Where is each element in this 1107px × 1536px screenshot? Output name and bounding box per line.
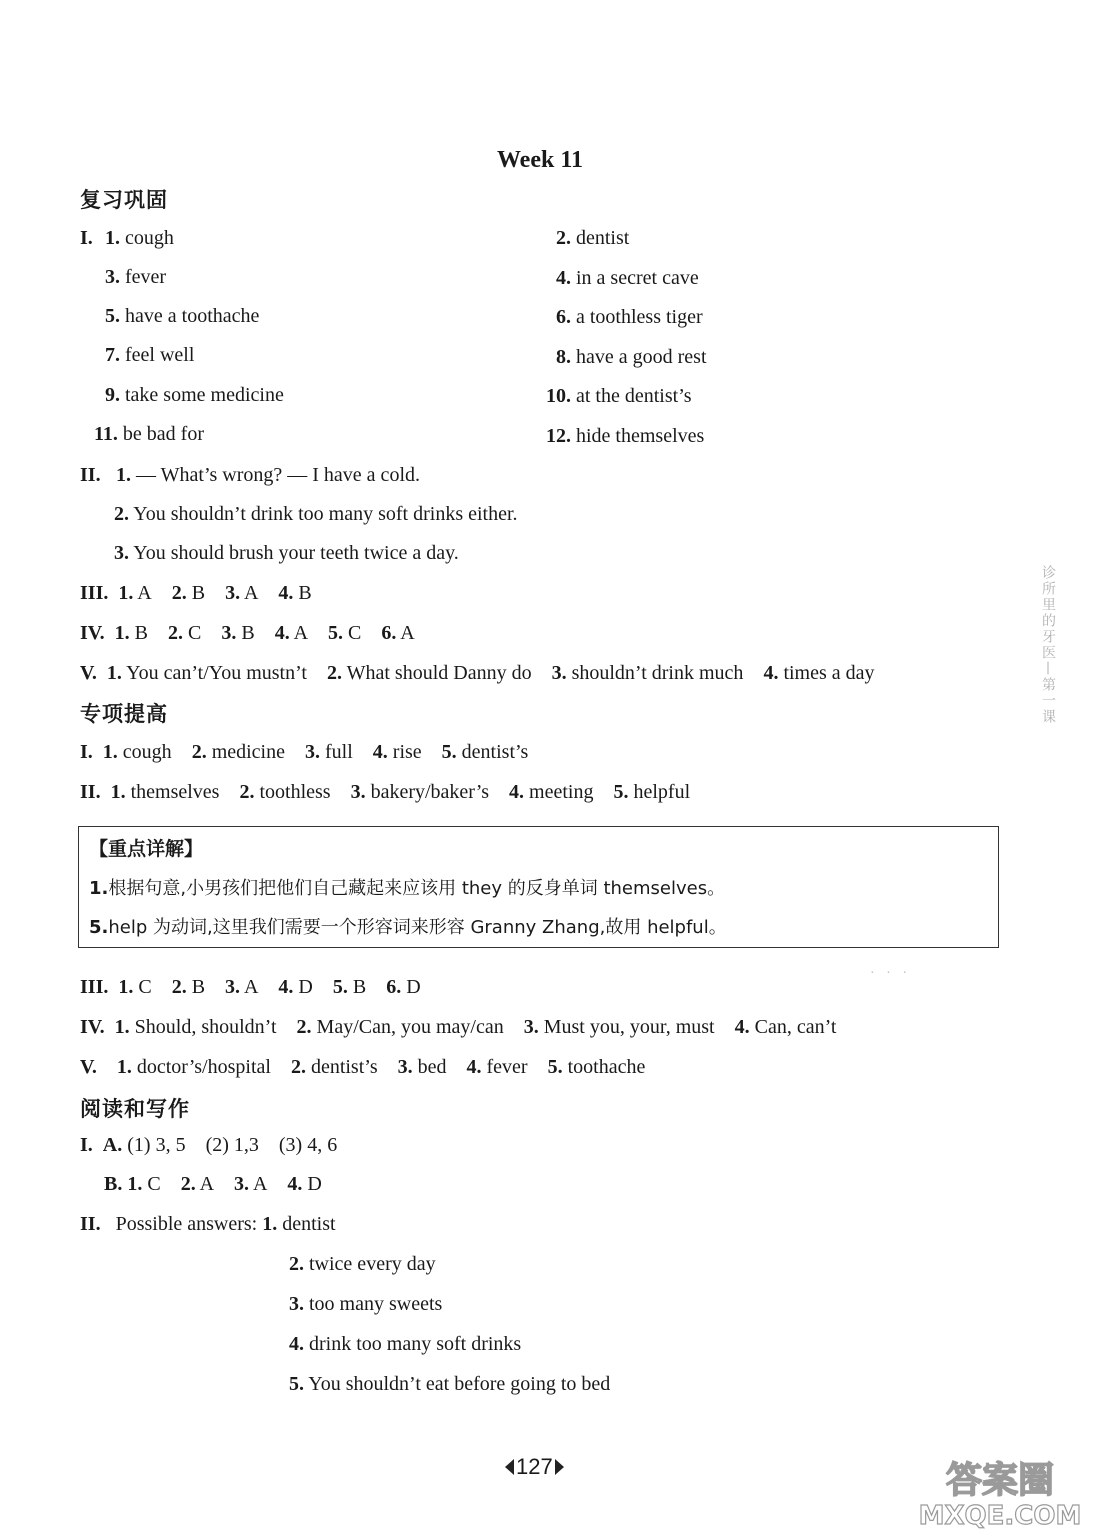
section-heading-review: 复习巩固 <box>80 188 168 212</box>
list-item: 11. be bad for <box>94 423 204 445</box>
special-I-row: I. 1. cough 2. medicine 3. full 4. rise 5. dentist’s <box>80 741 529 763</box>
special-III-row: III. 1. C 2. B 3. A 4. D 5. B 6. D <box>80 976 421 998</box>
watermark-url: MXQE.COM <box>918 1501 1082 1530</box>
review-V-row: V. 1. You can’t/You mustn’t 2. What should Danny do 3. shouldn’t drink much 4. times a day <box>80 662 875 684</box>
review-IV-row: IV. 1. B 2. C 3. B 4. A 5. C 6. A <box>80 622 415 644</box>
scan-speck: · · · <box>870 966 911 981</box>
side-margin-note: 诊所里的牙医—第一课 <box>1040 565 1056 725</box>
key-point-line: 5.help 为动词,这里我们需要一个形容词来形容 Granny Zhang,故用 helpful。 <box>89 917 727 938</box>
section-heading-reading: 阅读和写作 <box>80 1097 190 1121</box>
list-item: 8. have a good rest <box>556 346 707 368</box>
list-item: 1. cough <box>105 227 174 249</box>
review-I-label: I. <box>80 227 93 249</box>
list-item: 2. dentist <box>556 227 630 249</box>
key-points-heading: 【重点详解】 <box>89 838 204 860</box>
page-number: 127 <box>505 1454 564 1480</box>
list-item: 6. a toothless tiger <box>556 306 703 328</box>
section-heading-special: 专项提高 <box>80 702 168 726</box>
list-item: 4. drink too many soft drinks <box>289 1333 522 1355</box>
list-item: 3. You should brush your teeth twice a day. <box>114 542 459 564</box>
right-triangle-icon <box>555 1459 564 1475</box>
list-item: 3. too many sweets <box>289 1293 443 1315</box>
watermark-text: 答案圈 <box>945 1460 1055 1501</box>
key-point-line: 1.根据句意,小男孩们把他们自己藏起来应该用 they 的反身单词 themselves。 <box>89 878 726 899</box>
list-item: 7. feel well <box>105 344 195 366</box>
list-item: 1. — What’s wrong? — I have a cold. <box>116 464 420 486</box>
watermark-logo <box>905 1452 1095 1530</box>
review-II-label: II. <box>80 464 101 486</box>
list-item: 3. fever <box>105 266 167 288</box>
list-item: 5. You shouldn’t eat before going to bed <box>289 1373 611 1395</box>
special-II-row: II. 1. themselves 2. toothless 3. bakery/baker’s 4. meeting 5. helpful <box>80 781 691 803</box>
list-item: 2. twice every day <box>289 1253 436 1275</box>
reading-I-B-row: B. 1. C 2. A 3. A 4. D <box>104 1173 322 1195</box>
list-item: 12. hide themselves <box>546 425 705 447</box>
left-triangle-icon <box>505 1459 514 1475</box>
list-item: 9. take some medicine <box>105 384 284 406</box>
list-item: 2. You shouldn’t drink too many soft drinks either. <box>114 503 518 525</box>
key-points-box <box>78 826 999 948</box>
list-item: 4. in a secret cave <box>556 267 699 289</box>
reading-II-row: II. Possible answers: 1. dentist <box>80 1213 336 1235</box>
special-IV-row: IV. 1. Should, shouldn’t 2. May/Can, you may/can 3. Must you, your, must 4. Can, can’t <box>80 1016 837 1038</box>
list-item: 10. at the dentist’s <box>546 385 692 407</box>
list-item: 5. have a toothache <box>105 305 260 327</box>
page-title: Week 11 <box>496 147 583 173</box>
reading-I-A-row: I. A. (1) 3, 5 (2) 1,3 (3) 4, 6 <box>80 1134 338 1156</box>
review-III-row: III. 1. A 2. B 3. A 4. B <box>80 582 312 604</box>
special-V-row: V. 1. doctor’s/hospital 2. dentist’s 3. bed 4. fever 5. toothache <box>80 1056 646 1078</box>
